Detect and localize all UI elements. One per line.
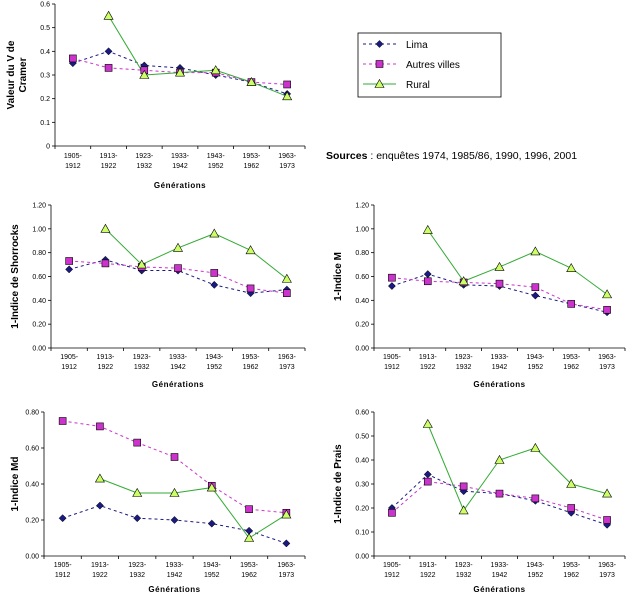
y-tick-label: 0.3 xyxy=(40,72,50,80)
x-tick-label: 1913- xyxy=(90,562,109,569)
data-point-autres-villes xyxy=(568,505,575,512)
data-point-autres-villes xyxy=(532,495,539,502)
y-tick-label: 0.60 xyxy=(355,409,369,417)
x-tick-label: 1922 xyxy=(100,163,117,170)
x-tick-label: 1912 xyxy=(384,364,400,371)
x-tick-label: 1953- xyxy=(242,153,261,160)
x-tick-label: 1952 xyxy=(203,572,220,579)
x-tick-label: 1933- xyxy=(171,153,189,160)
y-tick-label: 1.20 xyxy=(32,202,46,210)
legend-label-autres-villes: Autres villes xyxy=(406,60,460,71)
chart-3 xyxy=(333,203,625,390)
y-tick-label: 0.40 xyxy=(25,481,39,489)
x-tick-label: 1905- xyxy=(60,354,79,361)
data-point-lima xyxy=(532,292,539,299)
x-tick-label: 1913- xyxy=(418,354,437,361)
data-point-autres-villes xyxy=(211,269,218,276)
data-point-rural xyxy=(531,247,540,255)
x-tick-label: 1932 xyxy=(129,572,146,579)
data-point-autres-villes xyxy=(175,265,182,272)
x-tick-label: 1973 xyxy=(599,572,615,579)
data-point-lima xyxy=(105,48,112,55)
data-point-lima xyxy=(388,282,395,289)
x-tick-label: 1913- xyxy=(418,562,437,569)
chart-4 xyxy=(10,410,305,595)
data-point-rural xyxy=(246,246,255,254)
data-point-autres-villes xyxy=(532,284,539,291)
y-tick-label: 0.00 xyxy=(25,553,39,561)
y-tick-label: 0.2 xyxy=(40,96,50,104)
x-tick-label: 1962 xyxy=(243,163,260,170)
y-tick-label: 0.00 xyxy=(32,345,46,353)
y-tick-label: 0.40 xyxy=(32,297,46,305)
x-tick-label: 1973 xyxy=(279,364,295,371)
y-tick-label: 0.20 xyxy=(32,321,46,329)
x-axis-title: Générations xyxy=(473,585,526,594)
sources-label: Sources xyxy=(326,150,368,162)
data-point-autres-villes xyxy=(496,490,503,497)
y-tick-label: 0.10 xyxy=(355,529,369,537)
y-tick-label: 0 xyxy=(46,143,50,151)
x-axis-title: Générations xyxy=(151,380,205,389)
data-point-autres-villes xyxy=(247,285,254,292)
x-tick-label: 1943- xyxy=(205,354,224,361)
x-tick-label: 1953- xyxy=(562,562,581,569)
series-line-rural xyxy=(428,230,607,294)
chart-2 xyxy=(10,203,305,390)
data-point-autres-villes xyxy=(134,439,141,446)
x-tick-label: 1963- xyxy=(277,354,296,361)
data-point-autres-villes xyxy=(59,418,66,425)
legend-label-rural: Rural xyxy=(406,80,430,91)
x-tick-label: 1942 xyxy=(491,572,508,579)
y-tick-label: 0.30 xyxy=(355,481,369,489)
data-point-rural xyxy=(567,264,576,272)
series-line-rural xyxy=(428,424,607,510)
data-point-lima xyxy=(424,271,431,278)
data-point-lima xyxy=(283,540,290,547)
data-point-rural xyxy=(282,274,291,282)
data-point-rural xyxy=(174,243,183,251)
y-tick-label: 1.20 xyxy=(355,202,369,210)
x-tick-label: 1932 xyxy=(455,364,472,371)
x-tick-label: 1973 xyxy=(599,364,615,371)
x-tick-label: 1922 xyxy=(92,572,108,579)
y-tick-label: 0.60 xyxy=(25,445,39,453)
x-tick-label: 1942 xyxy=(172,163,188,170)
data-point-rural xyxy=(495,456,504,464)
x-tick-label: 1943- xyxy=(206,153,225,160)
x-tick-label: 1933- xyxy=(490,354,509,361)
x-tick-label: 1942 xyxy=(166,572,183,579)
data-point-autres-villes xyxy=(496,280,503,287)
data-point-autres-villes xyxy=(283,290,290,297)
y-tick-label: 0.5 xyxy=(40,25,50,33)
data-point-rural xyxy=(459,506,468,514)
x-tick-label: 1943- xyxy=(526,354,545,361)
x-tick-label: 1973 xyxy=(279,163,295,170)
data-point-lima xyxy=(96,502,103,509)
data-point-rural xyxy=(423,226,432,234)
x-tick-label: 1933- xyxy=(165,562,184,569)
x-tick-label: 1932 xyxy=(455,572,472,579)
y-tick-label: 0.80 xyxy=(25,409,39,417)
chart-1 xyxy=(6,2,305,191)
x-tick-label: 1932 xyxy=(136,163,153,170)
sources-text: : enquêtes 1974, 1985/86, 1990, 1996, 2001 xyxy=(367,150,578,162)
x-tick-label: 1923- xyxy=(454,354,473,361)
y-tick-label: 1.00 xyxy=(32,226,46,234)
x-tick-label: 1952 xyxy=(206,364,223,371)
x-tick-label: 1963- xyxy=(278,153,297,160)
chart-5 xyxy=(333,410,625,595)
x-tick-label: 1973 xyxy=(278,572,295,579)
legend-marker-autres-villes xyxy=(376,61,383,68)
x-tick-label: 1953- xyxy=(241,354,260,361)
data-point-lima xyxy=(424,471,431,478)
y-tick-label: 0.20 xyxy=(355,505,369,513)
x-tick-label: 1912 xyxy=(54,572,71,579)
data-point-autres-villes xyxy=(424,478,431,485)
x-tick-label: 1933- xyxy=(490,562,509,569)
x-tick-label: 1905- xyxy=(382,354,401,361)
series-line-rural xyxy=(100,479,286,538)
data-point-autres-villes xyxy=(105,64,112,71)
data-point-autres-villes xyxy=(388,509,395,516)
data-point-autres-villes xyxy=(604,517,611,524)
data-point-rural xyxy=(104,11,113,19)
y-tick-label: 0.50 xyxy=(355,433,369,441)
y-tick-label: 0.00 xyxy=(355,553,369,561)
x-tick-label: 1952 xyxy=(527,364,544,371)
x-tick-label: 1962 xyxy=(241,572,257,579)
x-tick-label: 1962 xyxy=(242,364,259,371)
y-tick-label: 0.4 xyxy=(40,48,50,56)
data-point-autres-villes xyxy=(102,260,109,267)
x-tick-label: 1952 xyxy=(527,572,544,579)
y-tick-label: 0.80 xyxy=(32,250,46,258)
data-point-autres-villes xyxy=(388,274,395,281)
y-tick-label: 0.6 xyxy=(40,1,50,9)
data-point-autres-villes xyxy=(66,258,73,265)
data-point-autres-villes xyxy=(424,278,431,285)
y-tick-label: 0.60 xyxy=(355,274,369,281)
data-point-lima xyxy=(134,515,141,522)
sources-note xyxy=(326,150,577,162)
legend-label-lima: Lima xyxy=(406,40,428,51)
x-tick-label: 1933- xyxy=(169,354,187,361)
x-tick-label: 1953- xyxy=(240,562,259,569)
data-point-rural xyxy=(210,229,219,237)
y-tick-label: 0.00 xyxy=(355,345,369,353)
x-tick-label: 1922 xyxy=(97,364,114,371)
x-tick-label: 1905- xyxy=(63,153,82,160)
data-point-rural xyxy=(423,420,432,428)
x-tick-label: 1932 xyxy=(133,364,150,371)
x-tick-label: 1962 xyxy=(563,572,580,579)
x-tick-label: 1912 xyxy=(65,163,81,170)
data-point-rural xyxy=(603,290,612,298)
x-tick-label: 1912 xyxy=(384,572,400,579)
x-axis-title: Générations xyxy=(473,380,526,389)
y-tick-label: 0.20 xyxy=(25,517,39,525)
data-point-rural xyxy=(101,224,110,232)
x-tick-label: 1922 xyxy=(419,364,436,371)
x-tick-label: 1943- xyxy=(526,562,545,569)
y-axis-title: 1-Indice de Prais xyxy=(333,444,344,524)
x-tick-label: 1963- xyxy=(598,354,617,361)
y-tick-label: 0.20 xyxy=(355,321,369,329)
y-tick-label: 1.00 xyxy=(355,226,369,234)
y-axis-title: 1-Indice de Shorrocks xyxy=(10,224,21,329)
data-point-autres-villes xyxy=(568,300,575,307)
x-tick-label: 1912 xyxy=(61,364,77,371)
x-tick-label: 1943- xyxy=(202,562,221,569)
x-tick-label: 1905- xyxy=(382,562,401,569)
data-point-rural xyxy=(95,474,104,482)
data-point-rural xyxy=(283,92,292,100)
data-point-autres-villes xyxy=(69,55,76,62)
data-point-lima xyxy=(211,281,218,288)
x-tick-label: 1913- xyxy=(96,354,115,361)
y-axis-title: Cramer xyxy=(18,57,29,93)
y-axis-title: Valeur du V de xyxy=(6,40,17,110)
data-point-autres-villes xyxy=(246,506,253,513)
data-point-rural xyxy=(531,444,540,452)
x-tick-label: 1952 xyxy=(207,163,224,170)
data-point-rural xyxy=(495,262,504,270)
x-tick-label: 1963- xyxy=(277,562,296,569)
x-tick-label: 1923- xyxy=(454,562,473,569)
y-axis-title: 1-Indice Md xyxy=(10,456,21,512)
x-tick-label: 1922 xyxy=(419,572,436,579)
x-tick-label: 1913- xyxy=(99,153,118,160)
legend xyxy=(358,33,501,97)
y-tick-label: 0.1 xyxy=(40,119,50,127)
series-line-autres-villes xyxy=(63,421,287,513)
data-point-lima xyxy=(171,516,178,523)
y-tick-label: 0.80 xyxy=(355,250,369,258)
x-tick-label: 1942 xyxy=(491,364,508,371)
data-point-autres-villes xyxy=(284,81,291,88)
y-tick-label: 0.40 xyxy=(355,457,369,465)
data-point-autres-villes xyxy=(460,483,467,490)
x-tick-label: 1923- xyxy=(132,354,151,361)
x-tick-label: 1962 xyxy=(563,364,580,371)
x-tick-label: 1953- xyxy=(562,354,581,361)
x-tick-label: 1963- xyxy=(598,562,617,569)
x-axis-title: Générations xyxy=(148,585,201,594)
series-line-rural xyxy=(105,229,286,279)
x-axis-title: Générations xyxy=(153,181,207,190)
x-tick-label: 1942 xyxy=(170,364,186,371)
data-point-lima xyxy=(66,266,73,273)
data-point-autres-villes xyxy=(171,454,178,461)
series-line-rural xyxy=(109,16,288,96)
data-point-rural xyxy=(245,534,254,542)
x-tick-label: 1923- xyxy=(135,153,154,160)
x-tick-label: 1905- xyxy=(53,562,72,569)
data-point-lima xyxy=(208,520,215,527)
data-point-autres-villes xyxy=(96,423,103,430)
data-point-lima xyxy=(59,515,66,522)
y-axis-title: 1-Indice M xyxy=(333,252,344,301)
x-tick-label: 1923- xyxy=(128,562,147,569)
y-tick-label: 0.40 xyxy=(355,297,369,305)
data-point-autres-villes xyxy=(604,306,611,313)
y-tick-label: 0.60 xyxy=(32,274,46,281)
